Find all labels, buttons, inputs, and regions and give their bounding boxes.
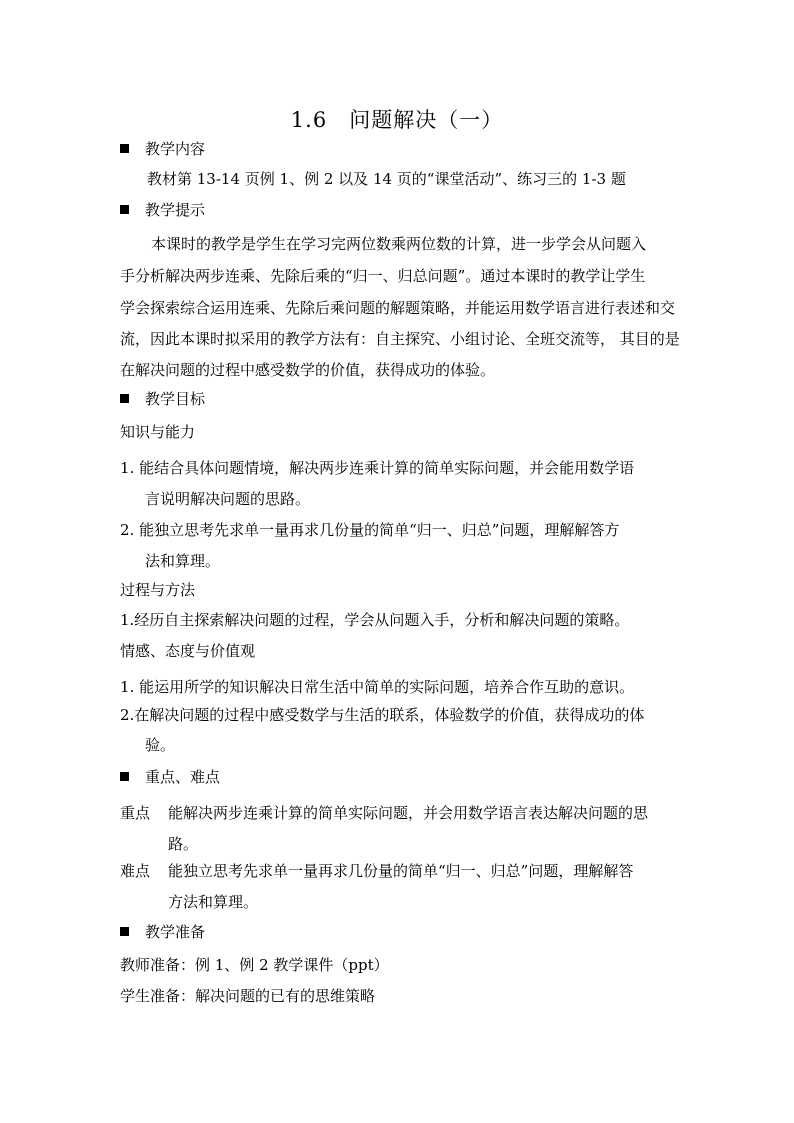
difficult-text: 能独立思考先求单一量再求几份量的简单“归一、归总”问题，理解解答	[168, 862, 634, 880]
section-heading-text: 重点、难点	[145, 768, 221, 786]
square-bullet-icon	[120, 394, 129, 403]
square-bullet-icon	[120, 772, 129, 781]
section-heading-text: 教学目标	[145, 390, 206, 408]
subheading-knowledge: 知识与能力	[120, 423, 196, 441]
square-bullet-icon	[120, 927, 129, 936]
square-bullet-icon	[120, 205, 129, 214]
hint-paragraph-line: 流，因此本课时拟采用的教学方法有：自主探究、小组讨论、全班交流等， 其目的是	[120, 330, 680, 348]
section-heading-content	[120, 139, 205, 159]
content-text: 教材第 13-14 页例 1、例 2 以及 14 页的“课堂活动”、练习三的 1-3 题	[147, 170, 626, 188]
square-bullet-icon	[120, 144, 129, 153]
subheading-process: 过程与方法	[120, 581, 196, 599]
emotion-item-1: 1. 能运用所学的知识解决日常生活中简单的实际问题，培养合作互助的意识。	[120, 678, 635, 696]
section-heading-text: 教学内容	[145, 140, 206, 158]
subheading-emotion: 情感、态度与价值观	[120, 642, 256, 660]
key-text: 能解决两步连乘计算的简单实际问题，并会用数学语言表达解决问题的思	[168, 804, 649, 822]
section-heading-goals	[120, 389, 205, 409]
section-heading-hint	[120, 200, 205, 220]
difficult-text-cont: 方法和算理。	[168, 893, 259, 911]
hint-paragraph-line: 在解决问题的过程中感受数学的价值，获得成功的体验。	[120, 361, 496, 379]
section-heading-prep	[120, 922, 205, 942]
hint-paragraph-line: 本课时的教学是学生在学习完两位数乘两位数的计算，进一步学会从问题入	[151, 235, 647, 253]
emotion-item-2: 2.在解决问题的过程中感受数学与生活的联系，体验数学的价值，获得成功的体	[120, 706, 645, 724]
section-heading-keypoints	[120, 767, 220, 787]
key-label: 重点	[120, 804, 151, 822]
difficult-label: 难点	[120, 862, 151, 880]
page-title: 1.6 问题解决（一）	[290, 108, 504, 132]
section-heading-text: 教学准备	[145, 923, 206, 941]
section-heading-text: 教学提示	[145, 201, 206, 219]
hint-paragraph-line: 学会探索综合运用连乘、先除后乘问题的解题策略，并能运用数学语言进行表述和交	[120, 299, 676, 317]
process-item-1: 1.经历自主探索解决问题的过程，学会从问题入手，分析和解决问题的策略。	[120, 611, 630, 629]
key-text-cont: 路。	[168, 835, 199, 853]
knowledge-item-2-cont: 法和算理。	[145, 552, 221, 570]
knowledge-item-2: 2. 能独立思考先求单一量再求几份量的简单“归一、归总”问题，理解解答方	[120, 521, 620, 539]
emotion-item-2-cont: 验。	[145, 736, 176, 754]
hint-paragraph-line: 手分析解决两步连乘、先除后乘的“归一、归总问题”。通过本课时的教学让学生	[120, 267, 646, 285]
knowledge-item-1-cont: 言说明解决问题的思路。	[145, 490, 311, 508]
knowledge-item-1: 1. 能结合具体问题情境，解决两步连乘计算的简单实际问题，并会能用数学语	[120, 459, 635, 477]
prep-teacher: 教师准备：例 1、例 2 教学课件（ppt）	[120, 956, 389, 974]
prep-student: 学生准备：解决问题的已有的思维策略	[120, 987, 376, 1005]
